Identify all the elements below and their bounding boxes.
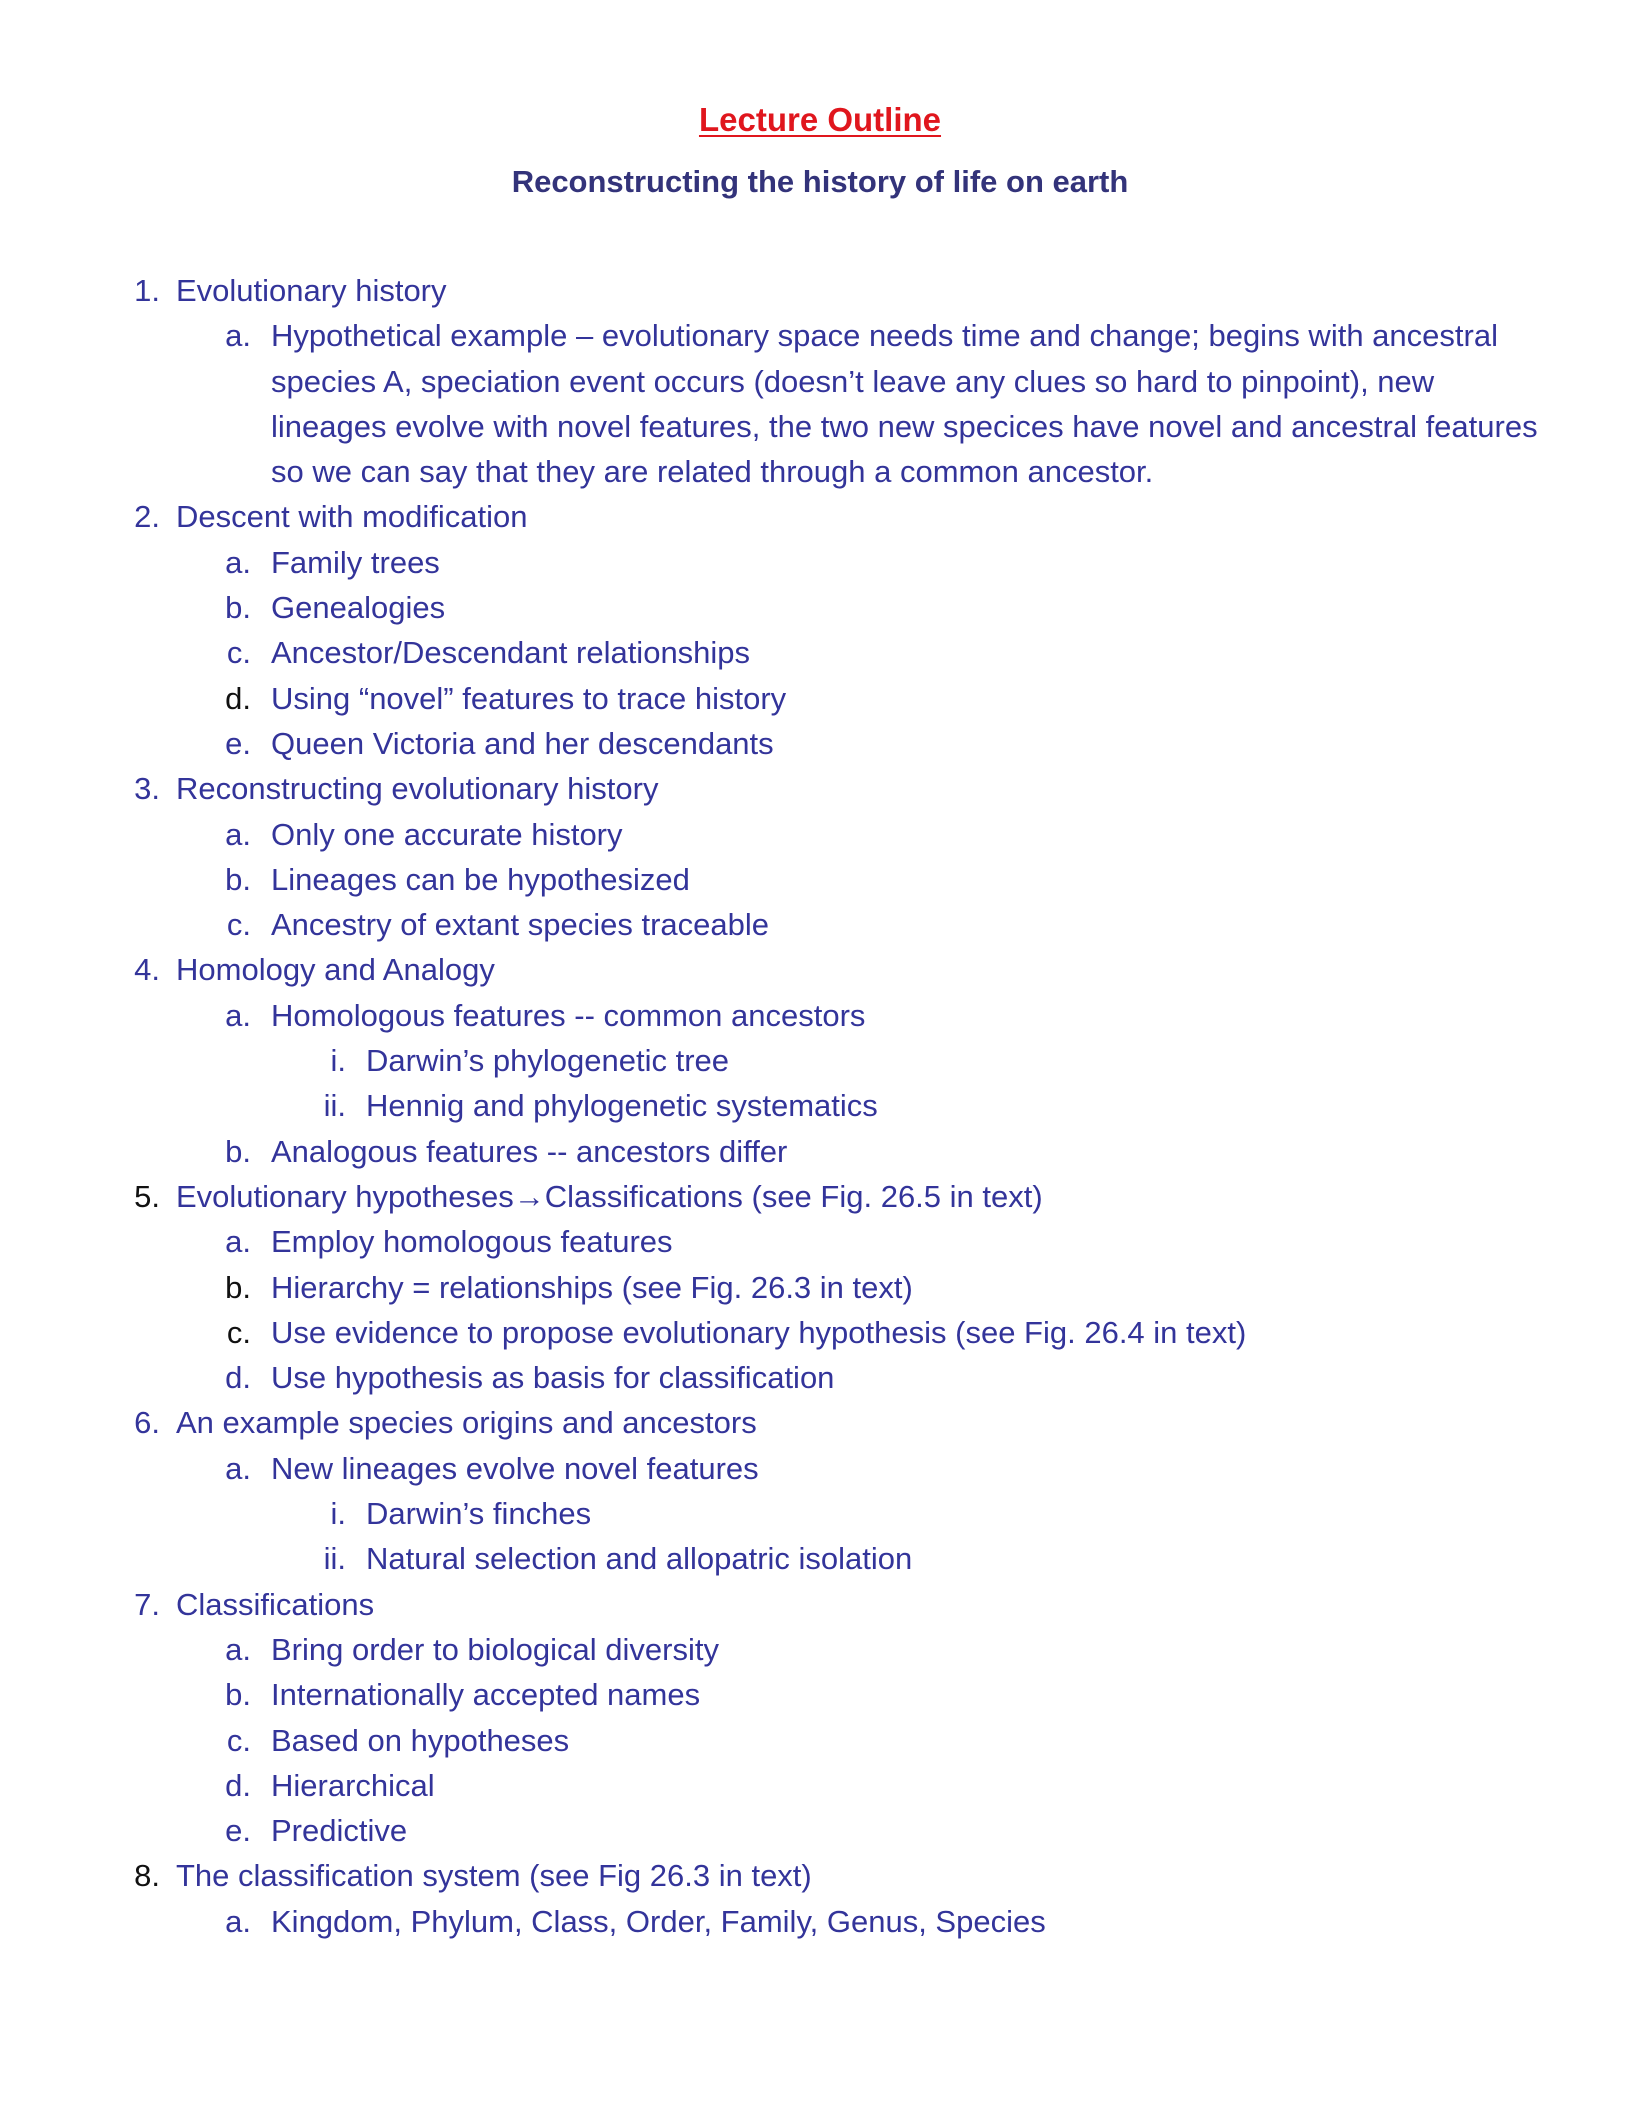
outline-marker: c.	[226, 1314, 251, 1350]
outline-marker: a.	[225, 544, 251, 580]
outline-subitem	[0, 1718, 1640, 1763]
outline-text: Classifications	[176, 1586, 375, 1622]
outline-marker: ii.	[323, 1541, 346, 1577]
outline-item	[0, 268, 1640, 494]
outline-subitem	[0, 676, 1640, 721]
outline-subitem	[0, 812, 1640, 857]
outline-subitem	[0, 993, 1640, 1129]
outline-text: Evolutionary hypotheses→Classifications (see Fig. 26.5 in text)	[176, 1178, 1043, 1214]
outline-subsubitem	[0, 1491, 1640, 1536]
outline-text: Descent with modification	[176, 499, 528, 535]
outline-text: Queen Victoria and her descendants	[271, 725, 774, 761]
outline-marker: 6.	[134, 1405, 160, 1441]
outline-text: Predictive	[271, 1813, 408, 1849]
outline-subitem	[0, 1355, 1640, 1400]
page-subtitle: Reconstructing the history of life on earth	[511, 164, 1129, 199]
outline-text: Darwin’s phylogenetic tree	[366, 1043, 730, 1079]
outline-text: Genealogies	[271, 590, 446, 626]
outline-text: Hypothetical example – evolutionary space needs time and change; begins with ancestral species A, speciation event occurs (doesn’t leave any clues so hard to pinpoint), new lineages evolve with novel features, the two new specices have novel and ancestral features so we can say that they are related through a common ancestor.	[271, 318, 1538, 490]
outline-text: Use evidence to propose evolutionary hypothesis (see Fig. 26.4 in text)	[271, 1314, 1247, 1350]
outline-text: Family trees	[271, 544, 440, 580]
outline-item	[0, 1174, 1640, 1400]
outline-text: Darwin’s finches	[366, 1496, 592, 1532]
outline-marker: b.	[225, 590, 251, 626]
outline-item	[0, 766, 1640, 947]
outline-marker: b.	[225, 1269, 251, 1305]
outline-text: Lineages can be hypothesized	[271, 861, 690, 897]
outline-marker: 7.	[134, 1586, 160, 1622]
outline-marker: i.	[330, 1496, 346, 1532]
outline-subitem	[0, 1129, 1640, 1174]
outline-text: Employ homologous features	[271, 1224, 673, 1260]
outline-subitem	[0, 1808, 1640, 1853]
outline-marker: 2.	[134, 499, 160, 535]
outline-text: New lineages evolve novel features	[271, 1450, 759, 1486]
outline-marker: a.	[225, 1224, 251, 1260]
outline-marker: 8.	[134, 1858, 160, 1894]
outline-marker: c.	[226, 907, 251, 943]
outline-subitem	[0, 857, 1640, 902]
outline-subitem	[0, 585, 1640, 630]
outline-subitem	[0, 1899, 1640, 1944]
outline-text: Ancestry of extant species traceable	[271, 907, 769, 943]
outline-text: Evolutionary history	[176, 273, 447, 308]
outline-subitem	[0, 1310, 1640, 1355]
outline-marker: e.	[225, 1813, 251, 1849]
page-title: Lecture Outline	[698, 101, 942, 138]
outline-marker: a.	[225, 1903, 251, 1939]
outline-text: Using “novel” features to trace history	[271, 680, 787, 716]
outline-text: Hennig and phylogenetic systematics	[366, 1088, 878, 1124]
outline-marker: 3.	[134, 771, 160, 807]
outline-text: Internationally accepted names	[271, 1677, 701, 1713]
outline-marker: 5.	[134, 1178, 160, 1214]
outline-subitem	[0, 630, 1640, 675]
outline-item	[0, 947, 1640, 1173]
outline-item	[0, 1582, 1640, 1854]
outline-text: An example species origins and ancestors	[176, 1405, 757, 1441]
outline-marker: a.	[225, 816, 251, 852]
outline-text: The classification system (see Fig 26.3 in text)	[176, 1858, 812, 1894]
outline-marker: 1.	[134, 273, 160, 308]
outline-subsubitem	[0, 1536, 1640, 1581]
outline-text: Homology and Analogy	[176, 952, 495, 988]
outline-subsubitem	[0, 1083, 1640, 1128]
outline-marker: b.	[225, 861, 251, 897]
outline-text: Based on hypotheses	[271, 1722, 570, 1758]
outline-marker: a.	[225, 997, 251, 1033]
outline-marker: e.	[225, 725, 251, 761]
outline-subitem	[0, 313, 1640, 494]
outline-text: Hierarchical	[271, 1767, 435, 1803]
outline-marker: d.	[225, 1767, 251, 1803]
outline-marker: b.	[225, 1133, 251, 1169]
outline-marker: a.	[225, 318, 251, 354]
outline-text: Natural selection and allopatric isolation	[366, 1541, 913, 1577]
outline-marker: d.	[225, 1360, 251, 1396]
outline-item	[0, 1400, 1640, 1581]
outline-marker: c.	[226, 635, 251, 671]
outline-subitem	[0, 1763, 1640, 1808]
outline-marker: ii.	[323, 1088, 346, 1124]
outline-text: Bring order to biological diversity	[271, 1631, 719, 1667]
outline-text: Only one accurate history	[271, 816, 623, 852]
outline-subitem	[0, 1446, 1640, 1582]
outline-marker: d.	[225, 680, 251, 716]
outline-text: Analogous features -- ancestors differ	[271, 1133, 788, 1169]
outline-text: Use hypothesis as basis for classification	[271, 1360, 835, 1396]
outline-subitem	[0, 1219, 1640, 1264]
outline-text: Kingdom, Phylum, Class, Order, Family, Genus, Species	[271, 1903, 1046, 1939]
outline-marker: a.	[225, 1450, 251, 1486]
outline-subitem	[0, 1627, 1640, 1672]
outline-subitem	[0, 721, 1640, 766]
outline-subsubitem	[0, 1038, 1640, 1083]
lecture-outline-list	[0, 268, 1640, 1944]
outline-subitem	[0, 1672, 1640, 1717]
outline-item	[0, 1853, 1640, 1944]
outline-text: Ancestor/Descendant relationships	[271, 635, 751, 671]
outline-marker: c.	[226, 1722, 251, 1758]
outline-marker: i.	[330, 1043, 346, 1079]
outline-text: Homologous features -- common ancestors	[271, 997, 866, 1033]
outline-text: Reconstructing evolutionary history	[176, 771, 659, 807]
outline-text: Hierarchy = relationships (see Fig. 26.3 in text)	[271, 1269, 913, 1305]
outline-item	[0, 494, 1640, 766]
outline-marker: a.	[225, 1631, 251, 1667]
outline-marker: b.	[225, 1677, 251, 1713]
outline-subitem	[0, 902, 1640, 947]
outline-subitem	[0, 540, 1640, 585]
outline-subitem	[0, 1265, 1640, 1310]
outline-marker: 4.	[134, 952, 160, 988]
